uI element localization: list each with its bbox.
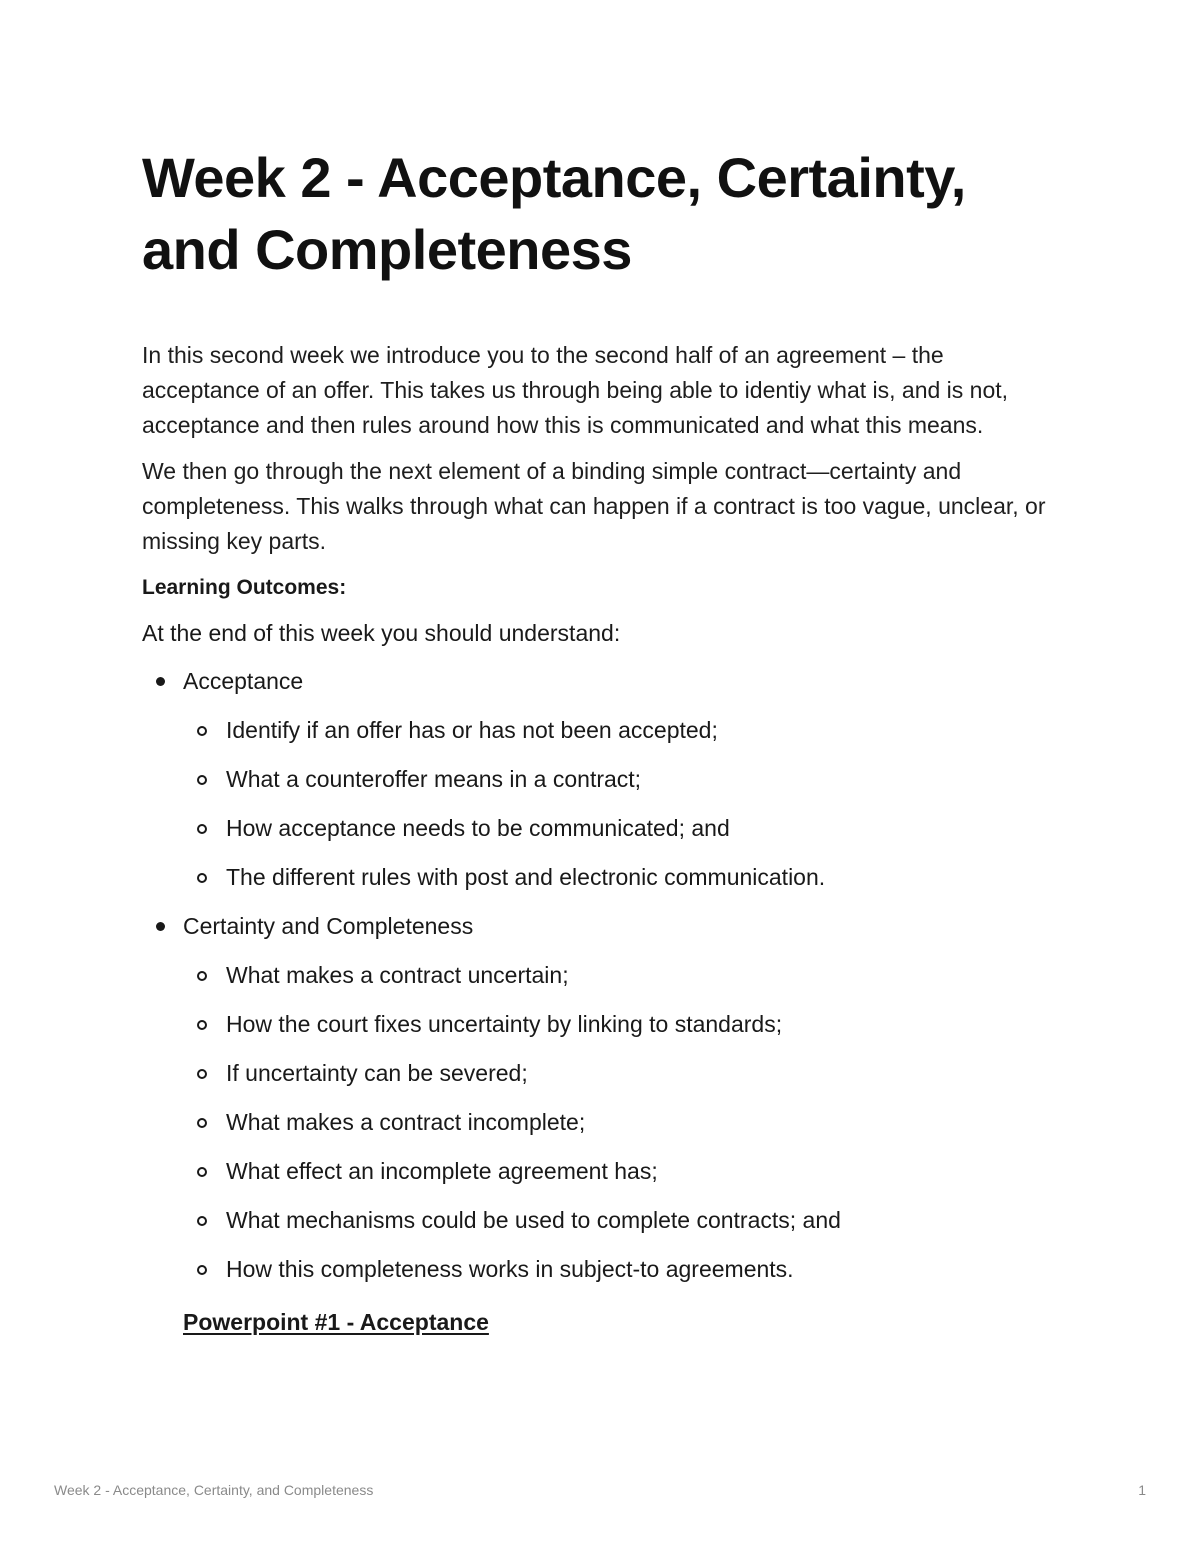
bullet-circle-icon xyxy=(197,726,207,736)
certainty-sublist xyxy=(183,958,1062,1301)
list-item: How this completeness works in subject-to agreements. xyxy=(183,1252,1062,1301)
outcome-label: Certainty and Completeness xyxy=(183,913,474,939)
powerpoint-acceptance-link[interactable]: Powerpoint #1 - Acceptance xyxy=(183,1309,489,1335)
outcome-label: Acceptance xyxy=(183,668,304,694)
list-item: What mechanisms could be used to complete contracts; and xyxy=(183,1203,1062,1252)
footer-title: Week 2 - Acceptance, Certainty, and Completeness xyxy=(54,1482,374,1498)
page-title: Week 2 - Acceptance, Certainty, and Completeness xyxy=(142,146,966,281)
list-item: What a counteroffer means in a contract; xyxy=(183,762,1062,811)
bullet-circle-icon xyxy=(197,1216,207,1226)
bullet-circle-icon xyxy=(197,1265,207,1275)
bullet-circle-icon xyxy=(197,873,207,883)
learning-outcomes-intro: At the end of this week you should understand: xyxy=(142,620,621,646)
bullet-circle-icon xyxy=(197,775,207,785)
outcome-certainty-completeness xyxy=(142,909,1062,1301)
bullet-circle-icon xyxy=(197,1118,207,1128)
list-item: The different rules with post and electronic communication. xyxy=(183,860,1062,909)
learning-outcomes-heading: Learning Outcomes: xyxy=(142,576,347,599)
bullet-circle-icon xyxy=(197,1069,207,1079)
bullet-disc-icon xyxy=(156,922,165,931)
list-item: How the court fixes uncertainty by linking to standards; xyxy=(183,1007,1062,1056)
intro-paragraph: In this second week we introduce you to the second half of an agreement – the acceptance of an offer. This takes us through being able to identiy what is, and is not, acceptance and then rules around how this is communicated and what this means. xyxy=(142,342,1009,438)
acceptance-sublist xyxy=(183,713,1062,909)
bullet-circle-icon xyxy=(197,1167,207,1177)
list-item: Identify if an offer has or has not been accepted; xyxy=(183,713,1062,762)
bullet-circle-icon xyxy=(197,1020,207,1030)
bullet-circle-icon xyxy=(197,824,207,834)
page-content xyxy=(142,142,1062,1340)
certainty-paragraph: We then go through the next element of a binding simple contract—certainty and completeness. This walks through what can happen if a contract is too vague, unclear, or missing key parts. xyxy=(142,458,1046,554)
page-footer xyxy=(54,1480,1146,1500)
outcome-acceptance xyxy=(142,664,1062,909)
list-item: What makes a contract incomplete; xyxy=(183,1105,1062,1154)
list-item: What makes a contract uncertain; xyxy=(183,958,1062,1007)
list-item: What effect an incomplete agreement has; xyxy=(183,1154,1062,1203)
bullet-circle-icon xyxy=(197,971,207,981)
page-number: 1 xyxy=(1138,1482,1146,1498)
list-item: If uncertainty can be severed; xyxy=(183,1056,1062,1105)
bullet-disc-icon xyxy=(156,677,165,686)
list-item: How acceptance needs to be communicated; and xyxy=(183,811,1062,860)
learning-outcomes-list xyxy=(142,664,1062,1301)
